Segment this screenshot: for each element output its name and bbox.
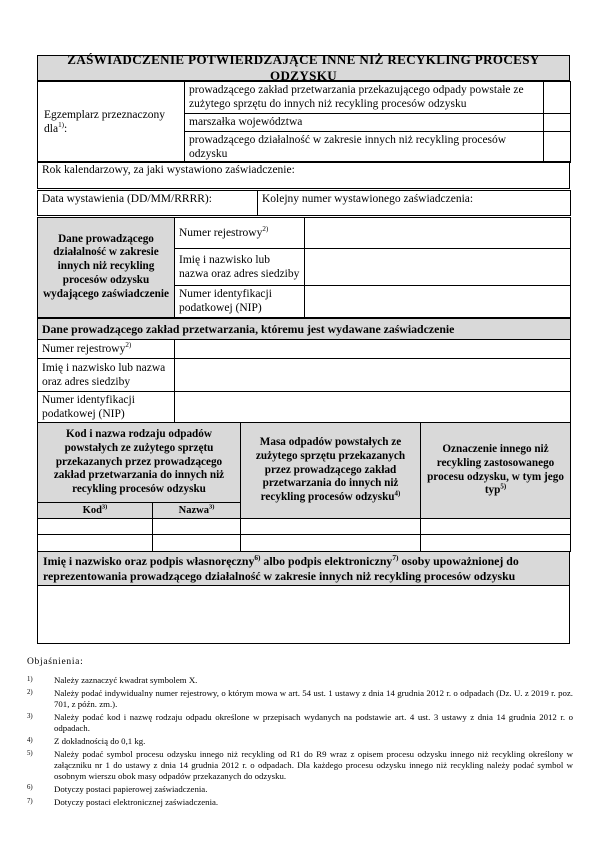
issuer-data-table <box>37 217 571 318</box>
footnote-6-text: Dotyczy postaci papierowej zaświadczenia. <box>54 783 208 794</box>
issuer-nip-field[interactable] <box>305 286 571 318</box>
checkbox-copy-option-3[interactable] <box>544 131 571 163</box>
footnote-ref-1: 1) <box>58 121 64 130</box>
calendar-year-table <box>37 161 570 189</box>
waste-table-section <box>37 422 570 552</box>
form-title-section <box>37 52 570 83</box>
footnote-7 <box>27 797 573 808</box>
waste-code-cell-2[interactable] <box>38 535 153 552</box>
calendar-year-section <box>37 161 570 189</box>
copy-destination-label <box>38 82 185 163</box>
plant-registry-number-label-text: Numer rejestrowy <box>42 342 126 355</box>
footnote-ref-5: 5) <box>500 482 507 491</box>
calendar-year-field[interactable]: Rok kalendarzowy, za jaki wystawiono zaświadczenie: <box>38 162 570 189</box>
signature-header <box>38 552 570 586</box>
page-title: ZAŚWIADCZENIE POTWIERDZAJĄCE INNE NIŻ RECYKLING PROCESY ODZYSKU <box>37 55 570 81</box>
issuer-nip-label <box>175 286 305 318</box>
plant-registry-number-field[interactable] <box>175 340 571 359</box>
footnote-7-number: 7) <box>27 797 33 805</box>
waste-name-cell-2[interactable] <box>153 535 241 552</box>
waste-table <box>37 422 571 552</box>
copy-option-1-label: prowadzącego zakład przetwarzania przekazującego odpady powstałe ze zużytego sprzętu do innych niż recykling procesów odzysku <box>185 82 544 114</box>
issue-date-table <box>37 190 571 216</box>
issue-date-field[interactable]: Data wystawienia (DD/MM/RRRR): <box>38 191 258 216</box>
signature-header-part1: Imię i nazwisko oraz podpis własnoręczny <box>43 554 255 568</box>
footnote-ref-2: 2) <box>262 225 269 234</box>
footnote-4-text: Z dokładnością do 0,1 kg. <box>54 736 146 747</box>
waste-mass-header-text: Masa odpadów powstałych ze zużytego sprzętu przekazanych przez prowadzącego zakład przetwarzania do innych niż recykling procesów odzysku <box>255 435 406 504</box>
signature-field[interactable] <box>38 586 570 644</box>
issuer-nip-label-text: Numer identyfikacji podatkowej (NIP) <box>179 288 272 315</box>
plant-nip-field[interactable] <box>175 392 571 424</box>
waste-code-subheader-text: Kod <box>82 505 102 516</box>
waste-table-row <box>38 519 571 535</box>
footnote-3-number: 3) <box>27 712 33 720</box>
signature-section <box>37 551 570 644</box>
footnote-5-text: Należy podać symbol procesu odzysku innego niż recykling od R1 do R9 wraz z opisem procesu odzysku innego niż recykling określony w załączniku nr 1 do ustawy z dnia 14 grudnia 2012 r. o odpadach. Dla każdego procesu odzysku innego niż recykling należy podać symbol w osobnym wierszu obok masy odpadów przekazanych do odzysku. <box>54 749 573 781</box>
plant-name-address-field[interactable] <box>175 359 571 392</box>
footnote-1-number: 1) <box>27 675 33 683</box>
footnote-4-number: 4) <box>27 736 33 744</box>
footnote-ref-6: 6) <box>254 553 261 563</box>
copy-destination-section <box>37 81 570 163</box>
footnote-4 <box>27 736 573 747</box>
plant-data-table <box>37 318 571 424</box>
signature-header-part2: albo podpis elektroniczny <box>260 554 393 568</box>
plant-name-address-label <box>38 359 175 392</box>
plant-name-address-label-text: Imię i nazwisko lub nazwa oraz adres siedziby <box>42 361 166 388</box>
recovery-process-cell-2[interactable] <box>421 535 571 552</box>
plant-data-section <box>37 318 570 424</box>
waste-mass-header <box>241 423 421 519</box>
waste-code-cell-1[interactable] <box>38 519 153 535</box>
waste-name-subheader <box>153 503 241 519</box>
issuer-registry-number-label-text: Numer rejestrowy <box>179 226 263 239</box>
signature-header-part3: osoby upoważnionej do reprezentowania prowadzącego działalność w zakresie innych niż recykling procesów odzysku <box>43 554 519 583</box>
footnotes-title: Objaśnienia: <box>27 657 84 667</box>
waste-mass-cell-2[interactable] <box>241 535 421 552</box>
certificate-number-field[interactable]: Kolejny numer wystawionego zaświadczenia: <box>258 191 571 216</box>
issuer-registry-number-field[interactable] <box>305 218 571 249</box>
recovery-process-header <box>421 423 571 519</box>
plant-nip-label-text: Numer identyfikacji podatkowej (NIP) <box>42 394 135 421</box>
footnote-ref-2b: 2) <box>125 341 132 350</box>
copy-destination-label-colon: : <box>64 123 68 135</box>
issue-date-section <box>37 190 570 216</box>
waste-code-subheader <box>38 503 153 519</box>
recovery-process-header-text: Oznaczenie innego niż recykling zastosowanego procesu odzysku, w tym jego typ <box>427 442 564 497</box>
footnote-6-number: 6) <box>27 784 33 792</box>
waste-mass-cell-1[interactable] <box>241 519 421 535</box>
footnote-5 <box>27 749 573 781</box>
checkbox-copy-option-2[interactable] <box>544 113 571 131</box>
footnote-ref-3a: 3) <box>101 503 108 511</box>
issuer-registry-number-label <box>175 218 305 249</box>
waste-table-row <box>38 535 571 552</box>
footnote-2 <box>27 688 573 709</box>
issuer-name-address-field[interactable] <box>305 249 571 286</box>
footnote-3 <box>27 712 573 733</box>
footnote-ref-7: 7) <box>392 553 399 563</box>
footnote-1-text: Należy zaznaczyć kwadrat symbolem X. <box>54 675 198 685</box>
plant-nip-label <box>38 392 175 424</box>
footnotes-section <box>27 657 573 810</box>
footnote-6 <box>27 784 573 795</box>
signature-table <box>37 551 570 644</box>
checkbox-copy-option-1[interactable] <box>544 82 571 114</box>
footnote-5-number: 5) <box>27 749 33 757</box>
issuer-name-address-label <box>175 249 305 286</box>
waste-name-cell-1[interactable] <box>153 519 241 535</box>
footnote-3-text: Należy podać kod i nazwę rodzaju odpadu określone w przepisach wydanych na podstawie art. 4 ust. 3 ustawy z dnia 14 grudnia 2012 r. o odpadach. <box>54 712 573 733</box>
issuer-data-section <box>37 217 570 318</box>
recovery-process-cell-1[interactable] <box>421 519 571 535</box>
footnote-1 <box>27 675 573 686</box>
copy-destination-label-text: Egzemplarz przeznaczony dla <box>44 108 165 135</box>
copy-option-3-label: prowadzącego działalność w zakresie innych niż recykling procesów odzysku <box>185 131 544 163</box>
copy-option-2-label: marszałka województwa <box>185 113 544 131</box>
footnote-ref-3b: 3) <box>208 503 215 511</box>
footnote-2-text: Należy podać indywidualny numer rejestrowy, o którym mowa w art. 54 ust. 1 ustawy z dnia 14 grudnia 2012 r. o odpadach (Dz. U. z 2019 r. poz. 701, z późn. zm.). <box>54 688 573 709</box>
footnote-2-number: 2) <box>27 688 33 696</box>
copy-destination-table <box>37 81 571 163</box>
footnote-ref-4: 4) <box>394 489 401 498</box>
waste-name-subheader-text: Nazwa <box>178 505 209 516</box>
footnote-7-text: Dotyczy postaci elektronicznej zaświadczenia. <box>54 797 219 808</box>
issuer-section-header: Dane prowadzącego działalność w zakresie innych niż recykling procesów odzysku wydającego zaświadczenie <box>38 218 175 318</box>
waste-code-name-header: Kod i nazwa rodzaju odpadów powstałych ze zużytego sprzętu przekazanych przez prowadzącego zakład przetwarzania do innych niż recykling procesów odzysku <box>38 423 241 503</box>
issuer-name-address-label-text: Imię i nazwisko lub nazwa oraz adres siedziby <box>179 253 300 280</box>
plant-registry-number-label <box>38 340 175 359</box>
plant-section-header: Dane prowadzącego zakład przetwarzania, któremu jest wydawane zaświadczenie <box>38 319 571 340</box>
